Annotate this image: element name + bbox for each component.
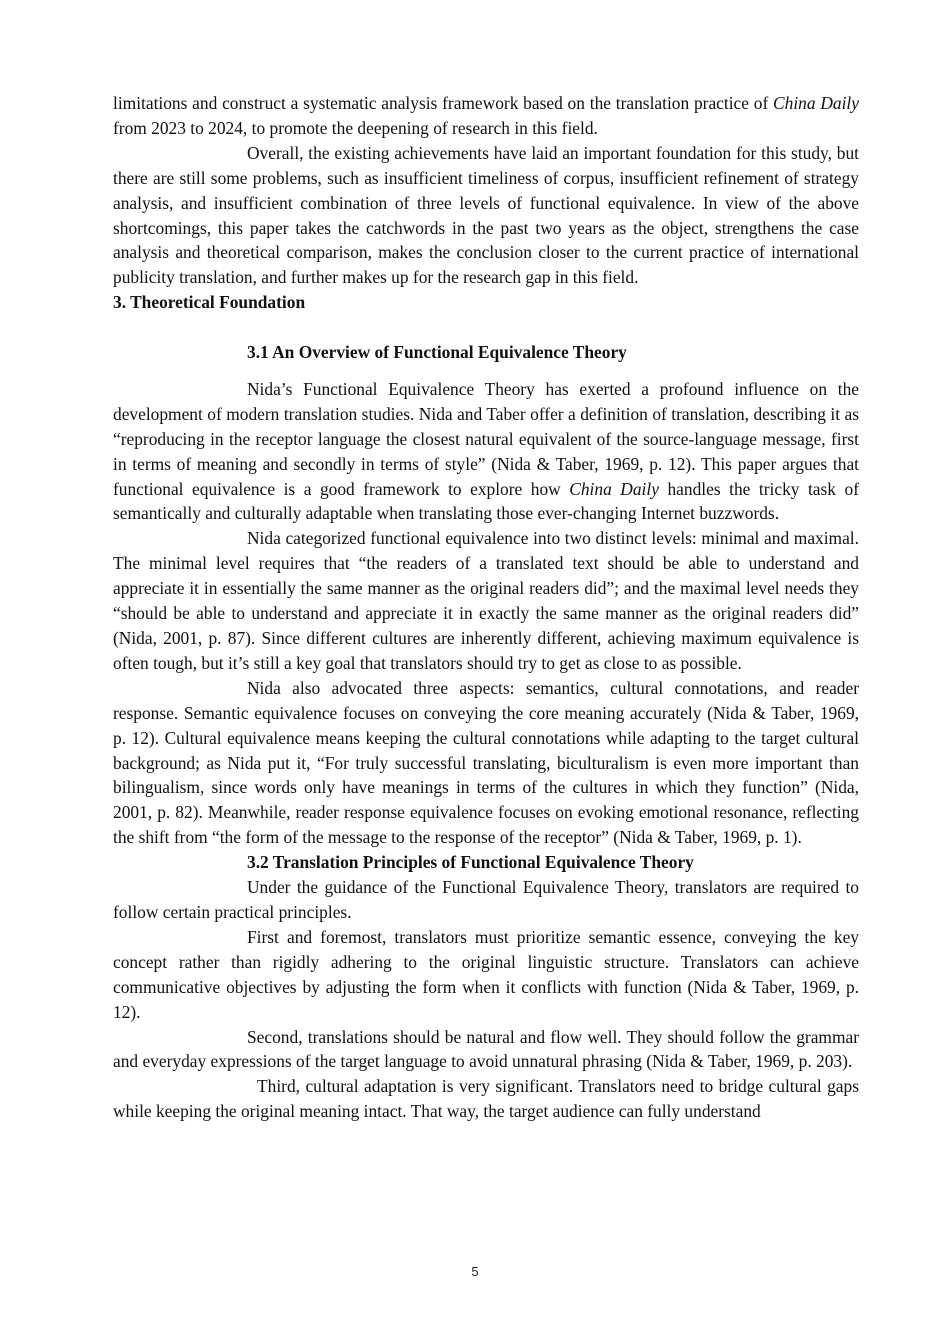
italic-publication-title: China Daily [569, 478, 659, 499]
paragraph-nida-overview [113, 377, 859, 526]
section-heading-3-2: 3.2 Translation Principles of Functional Equivalence Theory [247, 852, 694, 873]
italic-publication-title: China Daily [773, 93, 859, 113]
paragraph-principle-first: First and foremost, translators must prioritize semantic essence, conveying the key concept rather than rigidly adhering to the original linguistic structure. Translators can achieve communicative objectives by adjusting the form when it conflicts with function (Nida & Taber, 1969, p. 12). [113, 926, 859, 1022]
paragraph-principle-second: Second, translations should be natural and flow well. They should follow the grammar and everyday expressions of the target language to avoid unnatural phrasing (Nida & Taber, 1969, p. 203). [113, 1026, 859, 1072]
paragraph-text: Nida’s Functional Equivalence Theory has exerted a profound influence on the development of modern translation studies. Nida and Taber offer a definition of translation, describing it as “reproducing in the receptor language the closest natural equivalent of the source-language message, first in terms of meaning and secondly in terms of style” (Nida & Taber, 1969, p. 12). This paper argues that functional equivalence is a good framework to explore how [113, 378, 859, 499]
paragraph-intro-continued [113, 91, 859, 141]
paragraph-principles-intro: Under the guidance of the Functional Equivalence Theory, translators are required to follow certain practical principles. [113, 877, 859, 922]
document-page [113, 91, 859, 1124]
section-heading-3-1: 3.1 An Overview of Functional Equivalence Theory [247, 342, 627, 363]
page-number: 5 [471, 1264, 479, 1279]
paragraph-levels: Nida categorized functional equivalence into two distinct levels: minimal and maximal. The minimal level requires that “the readers of a translated text should be able to understand and appreciate it in essentially the same manner as the original readers did”; and the maximal level needs they “should be able to understand and appreciate it in exactly the same manner as the original readers did” (Nida, 2001, p. 87). Since different cultures are inherently different, achieving maximum equivalence is often tough, but it’s still a key goal that translators should try to get as close to as possible. [113, 528, 859, 673]
spacer [113, 315, 859, 340]
paragraph-overall: Overall, the existing achievements have laid an important foundation for this study, but there are still some problems, such as insufficient timeliness of corpus, insufficient refinement of strategy analysis, and insufficient combination of three levels of functional equivalence. In view of the above shortcomings, this paper takes the catchwords in the past two years as the object, strengthens the case analysis and theoretical comparison, makes the conclusion closer to the current practice of international publicity translation, and further makes up for the research gap in this field. [113, 142, 859, 288]
section-heading-3: 3. Theoretical Foundation [113, 292, 306, 313]
paragraph-principle-third: Third, cultural adaptation is very significant. Translators need to bridge cultural gaps while keeping the original meaning intact. That way, the target audience can fully understand [113, 1076, 859, 1122]
paragraph-text: handles the tricky task of semantically and culturally adaptable when translating those ever-changing Internet buzzwords. [113, 478, 859, 524]
paragraph-text: limitations and construct a systematic analysis framework based on the translation practice of [113, 93, 774, 113]
paragraph-text: from 2023 to 2024, to promote the deepening of research in this field. [113, 117, 598, 138]
paragraph-aspects: Nida also advocated three aspects: semantics, cultural connotations, and reader response. Semantic equivalence focuses on conveying the core meaning accurately (Nida & Taber, 1969, p. 12). Cultural equivalence means keeping the cultural connotations while adapting to the target cultural background; as Nida put it, “For truly successful translating, biculturalism is even more important than bilingualism, since words only have meanings in terms of the cultures in which they function” (Nida, 2001, p. 82). Meanwhile, reader response equivalence focuses on evoking emotional resonance, reflecting the shift from “the form of the message to the response of the receptor” (Nida & Taber, 1969, p. 1). [113, 677, 859, 848]
